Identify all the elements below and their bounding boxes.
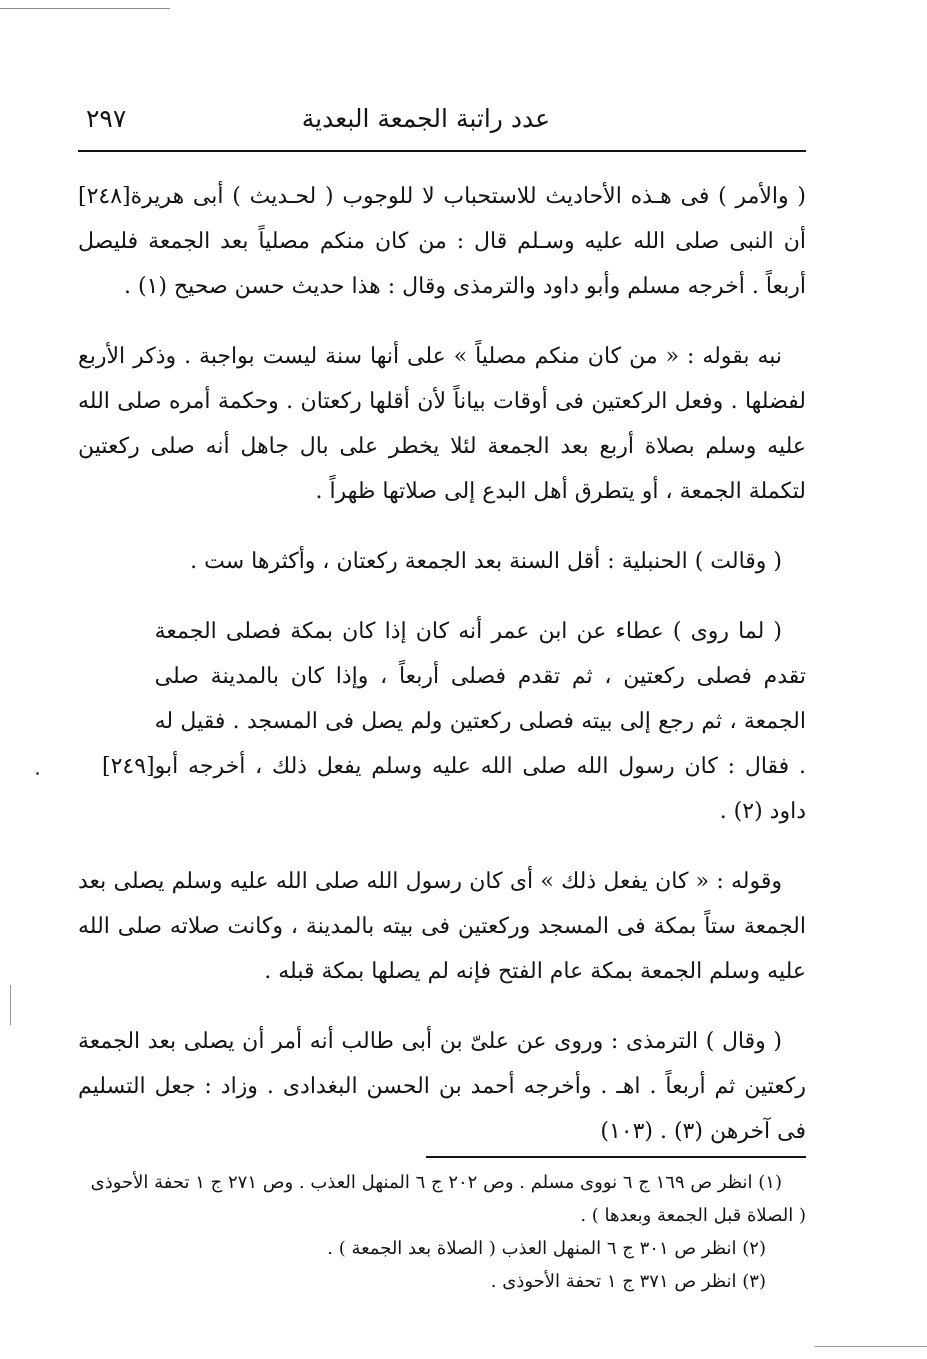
- page-body: [78, 174, 806, 1179]
- book-page: [78, 98, 806, 1328]
- header-rule: [78, 150, 806, 152]
- scan-edge-mark-left: [10, 985, 11, 1025]
- paragraph-text: ( وقال ) الترمذى : وروى عن علىّ بن أبى طالب أنه أمر أن يصلى بعد الجمعة ركعتين ثم أربعاً . اهـ . وأخرجه أحمد بن الحسن البغدادى . وزاد : جعل التسليم فى آخرهن (٣) . (١٠٣): [78, 1029, 806, 1144]
- footnote-rule: [426, 1156, 806, 1158]
- page-number: ٢٩٧: [86, 104, 127, 133]
- paragraph-commentary-2: [78, 859, 806, 994]
- footnote-1: (١) انظر ص ١٦٩ ج ٦ نووى مسلم . وص ٢٠٢ ج ٦ المنهل العذب . وص ٢٧١ ج ١ تحفة الأحوذى ( الصلاة قبل الجمعة وبعدها ) .: [90, 1172, 806, 1226]
- paragraph-tirmidhi: [78, 1019, 806, 1154]
- scan-edge-mark-bottom: [815, 1346, 927, 1347]
- paragraph-hadith-249: [78, 609, 806, 834]
- paragraph-commentary-1: [78, 334, 806, 514]
- paragraph-text: ( لما روى ) عطاء عن ابن عمر أنه كان إذا كان بمكة فصلى الجمعة تقدم فصلى ركعتين ، ثم تقدم فصلى أربعاً ، وإذا كان بالمدينة صلى الجمعة ، ثم رجع إلى بيته فصلى ركعتين ولم يصل فى المسجد . فقيل له . فقال : كان رسول الله صلى الله عليه وسلم يفعل ذلك ، أخرجه أبو داود (٢) .: [154, 619, 806, 824]
- scan-speck: [36, 772, 39, 775]
- paragraph-hanbali: [78, 539, 806, 584]
- paragraph-text: وقوله : « كان يفعل ذلك » أى كان رسول الله صلى الله عليه وسلم يصلى بعد الجمعة ستاً بمكة فى المسجد وركعتين فى بيته بالمدينة ، وكانت صلاته صلى الله عليه وسلم الجمعة بمكة عام الفتح فإنه لم يصلها بمكة قبله .: [78, 869, 806, 984]
- scan-edge-mark-top: [0, 8, 170, 9]
- footnotes: [78, 1166, 806, 1298]
- page-header: [78, 98, 806, 146]
- footnote-2: (٢) انظر ص ٣٠١ ج ٦ المنهل العذب ( الصلاة بعد الجمعة ) .: [327, 1238, 766, 1259]
- paragraph-hadith-248: [78, 174, 806, 309]
- paragraph-text: نبه بقوله : « من كان منكم مصلياً » على أنها سنة ليست بواجبة . وذكر الأربع لفضلها . وفعل الركعتين فى أوقات بياناً لأن أقلها ركعتان . وحكمة أمره صلى الله عليه وسلم بصلاة أربع بعد الجمعة لئلا يخطر على بال جاهل أنه صلى ركعتين لتكملة الجمعة ، أو يتطرق أهل البدع إلى صلاتها ظهراً .: [78, 344, 806, 504]
- hadith-reference-248: [٢٤٨]: [78, 184, 131, 209]
- paragraph-text: ( والأمر ) فى هـذه الأحاديث للاستحباب لا للوجوب ( لحـديث ) أبى هريرة أن النبى صلى الله عليه وسـلم قال : من كان منكم مصلياً بعد الجمعة فليصل أربعاً . أخرجه مسلم وأبو داود والترمذى وقال : هذا حديث حسن صحيح (١) .: [78, 184, 806, 299]
- footnote-3: (٣) انظر ص ٣٧١ ج ١ تحفة الأحوذى .: [490, 1271, 766, 1292]
- hadith-reference-249: [٢٤٩]: [102, 754, 155, 779]
- paragraph-text: ( وقالت ) الحنبلية : أقل السنة بعد الجمعة ركعتان ، وأكثرها ست .: [190, 549, 782, 574]
- running-title: عدد راتبة الجمعة البعدية: [301, 104, 550, 133]
